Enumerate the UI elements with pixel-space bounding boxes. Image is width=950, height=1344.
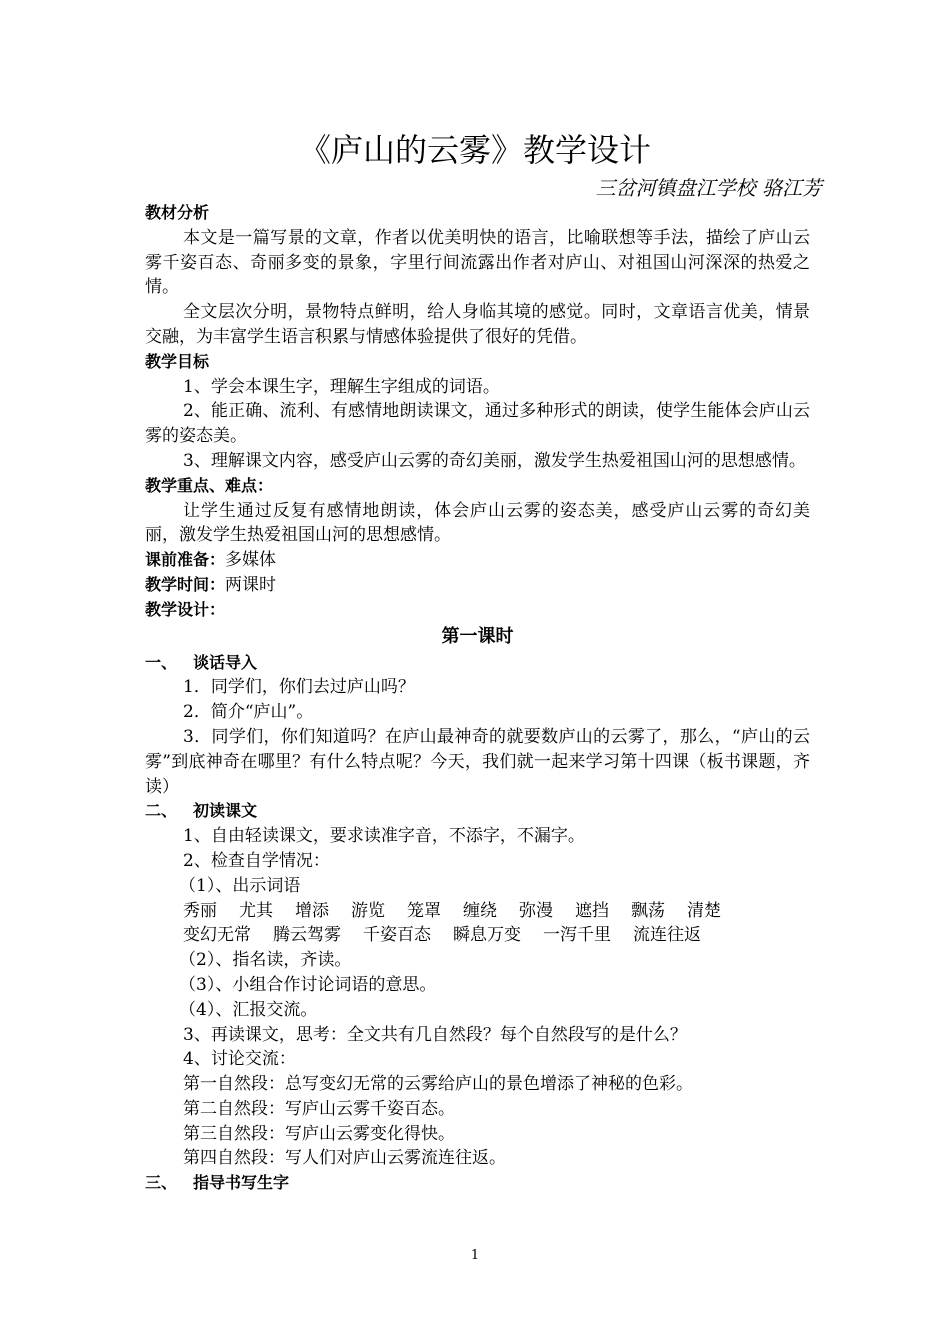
part3-heading (145, 1171, 810, 1196)
paragraph-summary-1: 第一自然段：总写变幻无常的云雾给庐山的景色增添了神秘的色彩。 (183, 1074, 693, 1095)
goal-item-3: 3、理解课文内容，感受庐山云雾的奇幻美丽，激发学生热爱祖国山河的思想感情。 (183, 450, 806, 471)
word-item: 遮挡 (575, 900, 609, 921)
word-item: 游览 (351, 900, 385, 921)
design-label: 教学设计： (145, 599, 226, 619)
part2-sub-3: （3）、小组合作讨论词语的意思。 (179, 974, 437, 995)
key-points-text: 让学生通过反复有感情地朗读，体会庐山云雾的姿态美，感受庐山云雾的奇幻美丽，激发学生热爱祖国山河的思想感情。 (145, 500, 810, 546)
part2-item-2: 2、检查自学情况： (183, 850, 330, 871)
part2-heading (145, 799, 810, 824)
paragraph-summary-2: 第二自然段：写庐山云雾千姿百态。 (183, 1098, 455, 1119)
time-label: 教学时间： (145, 574, 226, 594)
word-item: 笼罩 (407, 900, 441, 921)
word-item: 弥漫 (519, 900, 553, 921)
word-item: 尤其 (239, 900, 273, 921)
time-value: 两课时 (225, 574, 277, 595)
prep-value: 多媒体 (225, 550, 277, 571)
part1-item-3: 3．同学们，你们知道吗？在庐山最神奇的就要数庐山的云雾了，那么，“庐山的云雾”到底神奇在哪里？有什么特点呢？今天，我们就一起来学习第十四课（板书课题，齐读） (145, 726, 810, 797)
time-line (145, 573, 810, 598)
word-item: 腾云驾雾 (273, 925, 341, 946)
analysis-paragraph-1: 本文是一篇写景的文章，作者以优美明快的语言，比喻联想等手法，描绘了庐山云雾千姿百态、奇丽多变的景象，字里行间流露出作者对庐山、对祖国山河深深的热爱之情。 (145, 227, 810, 298)
document-body (145, 201, 810, 1196)
part2-item-1: 1、自由轻读课文，要求读准字音，不添字，不漏字。 (183, 826, 585, 847)
goal-item-2: 2、能正确、流利、有感情地朗读课文，通过多种形式的朗读，使学生能体会庐山云雾的姿态美。 (145, 401, 810, 447)
heading-goals: 教学目标 (145, 351, 210, 371)
part1-heading (145, 651, 810, 676)
part2-item-3: 3、再读课文，思考：全文共有几自然段？每个自然段写的是什么？ (183, 1024, 687, 1045)
word-item: 增添 (295, 900, 329, 921)
word-item: 一泻千里 (543, 925, 611, 946)
word-item: 流连往返 (633, 925, 701, 946)
part2-sub-1: （1）、出示词语 (179, 875, 301, 896)
heading-analysis: 教材分析 (145, 203, 210, 222)
word-item: 缠绕 (463, 900, 497, 921)
part1-item-2: 2．简介“庐山”。 (183, 702, 314, 723)
analysis-paragraph-2: 全文层次分明，景物特点鲜明，给人身临其境的感觉。同时，文章语言优美，情景交融，为丰富学生语言积累与情感体验提供了很好的凭借。 (145, 302, 810, 347)
word-item: 瞬息万变 (453, 925, 521, 946)
page-number: 1 (470, 1248, 480, 1263)
word-item: 清楚 (687, 900, 721, 921)
prep-label: 课前准备： (145, 550, 226, 570)
heading-key-points: 教学重点、难点： (145, 475, 274, 495)
part2-sub-2: （2）、指名读，齐读。 (179, 950, 352, 971)
part3-title: 指导书写生字 (193, 1173, 290, 1193)
word-item: 变幻无常 (183, 925, 251, 946)
word-item: 千姿百态 (363, 925, 431, 946)
part1-number: 一、 (145, 652, 178, 672)
lesson-title: 第一课时 (441, 625, 514, 647)
part1-item-1: 1．同学们，你们去过庐山吗？ (183, 677, 415, 698)
paragraph-summary-4: 第四自然段：写人们对庐山云雾流连往返。 (183, 1148, 506, 1169)
goal-item-1: 1、学会本课生字，理解生字组成的词语。 (183, 376, 500, 397)
word-list-1 (145, 899, 810, 924)
document-title: 《庐山的云雾》教学设计 (298, 131, 651, 169)
word-item: 秀丽 (183, 900, 217, 921)
part1-title: 谈话导入 (193, 652, 258, 672)
author-line: 三岔河镇盘江学校 骆江芳 (595, 176, 822, 200)
part3-number: 三、 (145, 1173, 178, 1193)
part2-sub-4: （4）、汇报交流。 (179, 999, 318, 1020)
part2-title: 初读课文 (193, 801, 258, 821)
part2-item-4: 4、讨论交流： (183, 1049, 296, 1070)
word-item: 飘荡 (631, 900, 665, 921)
word-list-2 (145, 923, 810, 948)
part2-number: 二、 (145, 801, 178, 821)
prep-line (145, 548, 810, 573)
paragraph-summary-3: 第三自然段：写庐山云雾变化得快。 (183, 1123, 455, 1144)
